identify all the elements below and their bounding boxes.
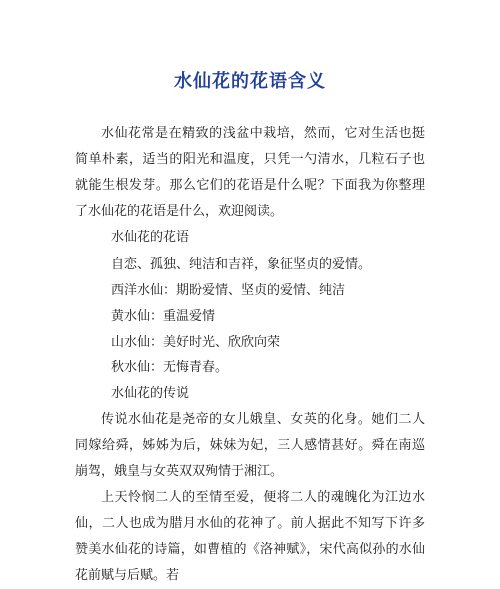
section-heading-legend: 水仙花的传说: [111, 386, 190, 401]
section-heading-flower-language: 水仙花的花语: [111, 230, 190, 245]
legend-paragraph: 传说水仙花是尧帝的女儿娥皇、女英的化身。她们二人同嫁给舜，姊姊为后，妹妹为妃，三人感情甚好。舜在南巡崩驾，娥皇与女英双双殉情于湘江。: [75, 412, 425, 479]
list-item: 自恋、孤独、纯洁和吉祥，象征坚贞的爱情。: [111, 257, 372, 272]
intro-paragraph: 水仙花常是在精致的浅盆中栽培，然而，它对生活也挺简单朴素，适当的阳光和温度，只凭一勺清水，几粒石子也就能生根发芽。那么它们的花语是什么呢？下面我为你整理了水仙花的花语是什么，欢迎阅读。: [75, 126, 425, 219]
legend-paragraph: 上天怜悯二人的至情至爱，便将二人的魂魄化为江边水仙，二人也成为腊月水仙的花神了。前人据此不知写下许多赞美水仙花的诗篇，如曹植的《洛神赋》，宋代高似孙的水仙花前赋与后赋。若: [75, 490, 425, 583]
list-item: 秋水仙：无悔青春。: [111, 360, 229, 375]
list-item: 西洋水仙：期盼爱情、坚贞的爱情、纯洁: [111, 283, 346, 298]
list-item: 黄水仙：重温爱情: [111, 309, 216, 324]
document-title: 水仙花的花语含义: [174, 71, 326, 92]
list-item: 山水仙：美好时光、欣欣向荣: [111, 335, 281, 350]
